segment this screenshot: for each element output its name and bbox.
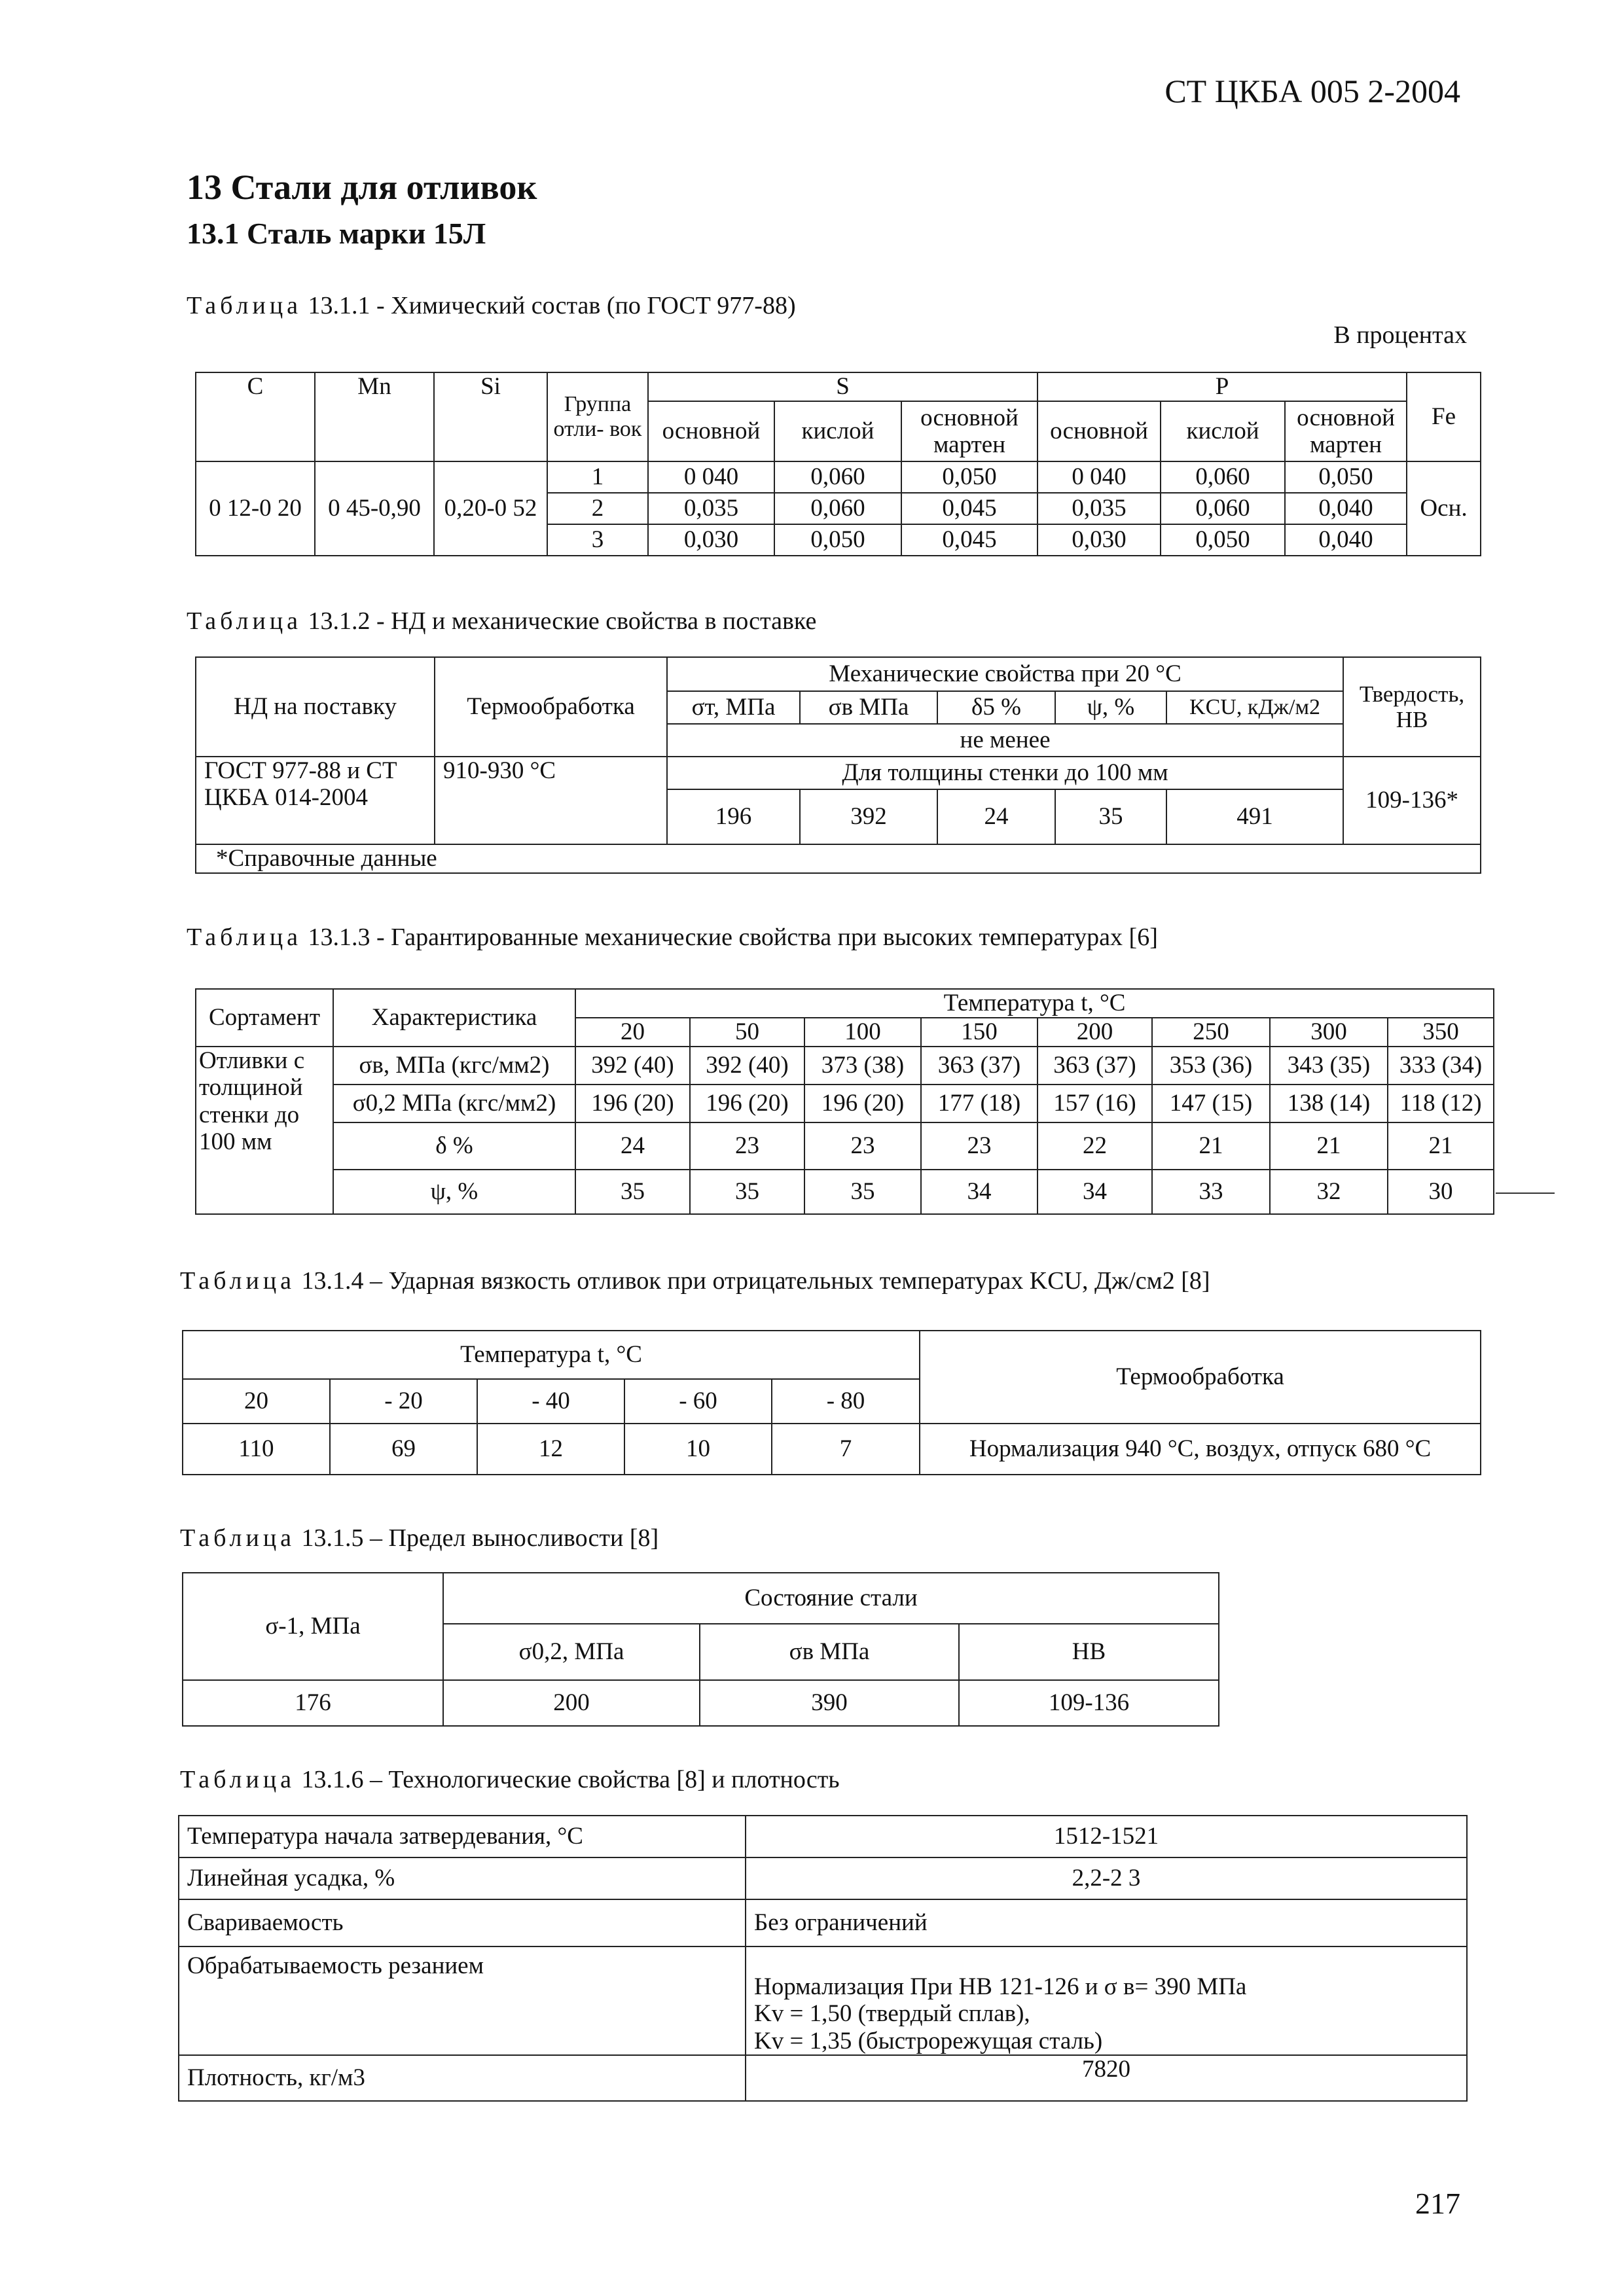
cell: 0,040 xyxy=(1285,524,1407,556)
prop-name: Температура начала затвердевания, °С xyxy=(179,1816,746,1857)
col-kcu: KCU, кДж/м2 xyxy=(1166,691,1343,724)
col-mn: Mn xyxy=(315,372,434,461)
divider xyxy=(1496,1193,1555,1194)
prop-value: 2,2-2 3 xyxy=(746,1857,1467,1899)
col-group: Группа отли- вок xyxy=(547,372,648,461)
page-number: 217 xyxy=(1415,2187,1460,2220)
col-characteristic: Характеристика xyxy=(333,989,575,1047)
cell: 196 (20) xyxy=(575,1085,690,1122)
col-sigma-02: σ0,2, МПа xyxy=(443,1624,700,1680)
table-row xyxy=(179,1857,1467,1899)
cell: 0,050 xyxy=(1285,461,1407,493)
cell-nd: ГОСТ 977-88 и СТ ЦКБА 014-2004 xyxy=(196,757,435,844)
cell: 35 xyxy=(1055,789,1166,844)
row-label: σв, МПа (кгс/мм2) xyxy=(333,1047,575,1085)
col-s-acid: кислой xyxy=(774,401,901,461)
col-temp: - 40 xyxy=(477,1379,624,1424)
cell-c: 0 12-0 20 xyxy=(196,461,315,556)
cell: 110 xyxy=(183,1424,330,1475)
col-hardness: Твердость, НВ xyxy=(1343,657,1481,757)
prop-value: Без ограничений xyxy=(746,1899,1467,1946)
reference-note: *Справочные данные xyxy=(196,844,1481,873)
col-c: С xyxy=(196,372,315,461)
cell: 363 (37) xyxy=(921,1047,1038,1085)
cell: 157 (16) xyxy=(1038,1085,1152,1122)
cell: 0,045 xyxy=(901,524,1038,556)
cell-sort: Отливки с толщиной стенки до 100 мм xyxy=(196,1047,333,1214)
col-temperature: Температура t, °С xyxy=(575,989,1494,1018)
thickness-note: Для толщины стенки до 100 мм xyxy=(667,757,1343,789)
cell: 196 (20) xyxy=(804,1085,921,1122)
table-row xyxy=(183,1424,1481,1475)
cell: 177 (18) xyxy=(921,1085,1038,1122)
row-label: δ % xyxy=(333,1122,575,1170)
col-sort: Сортамент xyxy=(196,989,333,1047)
cell-heat: Нормализация 940 °С, воздух, отпуск 680 °С xyxy=(920,1424,1481,1475)
cell: 0,060 xyxy=(774,461,901,493)
col-si: Si xyxy=(434,372,547,461)
cell: 333 (34) xyxy=(1388,1047,1494,1085)
col-temp: - 20 xyxy=(330,1379,477,1424)
col-s: S xyxy=(648,372,1038,401)
cell: 22 xyxy=(1038,1122,1152,1170)
cell: 3 xyxy=(547,524,648,556)
cell-hardness: 109-136* xyxy=(1343,757,1481,844)
col-sigma-1: σ-1, МПа xyxy=(183,1573,443,1680)
col-delta: δ5 % xyxy=(937,691,1055,724)
cell: 35 xyxy=(804,1170,921,1214)
cell: 0,050 xyxy=(1161,524,1285,556)
col-temp: - 60 xyxy=(624,1379,772,1424)
prop-name: Линейная усадка, % xyxy=(179,1857,746,1899)
col-sigma-t: σт, МПа xyxy=(667,691,800,724)
cell: 69 xyxy=(330,1424,477,1475)
not-less-label: не менее xyxy=(667,724,1343,757)
cell: 24 xyxy=(937,789,1055,844)
cell: 392 (40) xyxy=(575,1047,690,1085)
cell: 147 (15) xyxy=(1152,1085,1270,1122)
table-row xyxy=(179,1899,1467,1946)
cell-fe: Осн. xyxy=(1407,461,1481,556)
table-row xyxy=(179,2055,1467,2101)
col-sigma-b: σв МПа xyxy=(700,1624,959,1680)
table-row xyxy=(196,757,1481,789)
cell: 343 (35) xyxy=(1270,1047,1388,1085)
cell: 392 xyxy=(800,789,937,844)
col-p: P xyxy=(1038,372,1407,401)
table-row xyxy=(183,1680,1219,1726)
table-1-caption: Таблица 13.1.1 - Химический состав (по ГОСТ 977-88) xyxy=(187,292,796,319)
cell: 0,040 xyxy=(1285,493,1407,524)
cell: 10 xyxy=(624,1424,772,1475)
table-row xyxy=(179,1816,1467,1857)
cell: 30 xyxy=(1388,1170,1494,1214)
table-row xyxy=(196,1085,1494,1122)
cell: 23 xyxy=(690,1122,804,1170)
table-row xyxy=(196,1047,1494,1085)
cell: 0,050 xyxy=(774,524,901,556)
cell: 0,030 xyxy=(1038,524,1161,556)
col-hb: НВ xyxy=(959,1624,1219,1680)
cell: 196 xyxy=(667,789,800,844)
table-row xyxy=(196,461,1481,493)
cell: 138 (14) xyxy=(1270,1085,1388,1122)
col-temp: 20 xyxy=(183,1379,330,1424)
cell: 0,050 xyxy=(901,461,1038,493)
row-label: ψ, % xyxy=(333,1170,575,1214)
col-temperature: Температура t, °С xyxy=(183,1331,920,1379)
table-row xyxy=(196,1170,1494,1214)
cell: 0 040 xyxy=(648,461,774,493)
cell: 35 xyxy=(575,1170,690,1214)
col-s-main: основной xyxy=(648,401,774,461)
document-code: СТ ЦКБА 005 2-2004 xyxy=(1164,73,1460,109)
table-5-caption: Таблица 13.1.5 – Предел выносливости [8] xyxy=(180,1524,659,1552)
col-psi: ψ, % xyxy=(1055,691,1166,724)
cell: 176 xyxy=(183,1680,443,1726)
col-temp: 250 xyxy=(1152,1018,1270,1047)
cell: 35 xyxy=(690,1170,804,1214)
cell: 33 xyxy=(1152,1170,1270,1214)
col-temp: 200 xyxy=(1038,1018,1152,1047)
cell-heat: 910-930 °С xyxy=(435,757,667,844)
col-heat-treatment: Термообработка xyxy=(920,1331,1481,1424)
col-p-acid: кислой xyxy=(1161,401,1285,461)
col-nd: НД на поставку xyxy=(196,657,435,757)
cell: 34 xyxy=(921,1170,1038,1214)
cell: 2 xyxy=(547,493,648,524)
row-label: σ0,2 МПа (кгс/мм2) xyxy=(333,1085,575,1122)
table-delivery-properties xyxy=(195,656,1481,874)
col-temp: 150 xyxy=(921,1018,1038,1047)
col-mech-props: Механические свойства при 20 °С xyxy=(667,657,1343,691)
col-p-mart: основной мартен xyxy=(1285,401,1407,461)
cell-si: 0,20-0 52 xyxy=(434,461,547,556)
cell: 392 (40) xyxy=(690,1047,804,1085)
table-4-caption: Таблица 13.1.4 – Ударная вязкость отливок при отрицательных температурах KCU, Дж/см2 [8] xyxy=(180,1267,1210,1295)
cell: 0,060 xyxy=(1161,461,1285,493)
col-temp: 50 xyxy=(690,1018,804,1047)
col-temp: 350 xyxy=(1388,1018,1494,1047)
col-temp: 300 xyxy=(1270,1018,1388,1047)
cell: 363 (37) xyxy=(1038,1047,1152,1085)
cell: 23 xyxy=(804,1122,921,1170)
machinability-line: Нормализация При НВ 121-126 и σ в= 390 МПа xyxy=(754,1973,1247,2000)
cell: 0,045 xyxy=(901,493,1038,524)
cell: 491 xyxy=(1166,789,1343,844)
table-technological-properties xyxy=(178,1815,1468,2102)
cell: 0 040 xyxy=(1038,461,1161,493)
table-chemical-composition xyxy=(195,372,1481,556)
table-3-caption: Таблица 13.1.3 - Гарантированные механические свойства при высоких температурах [6] xyxy=(187,924,1158,951)
table-2-caption: Таблица 13.1.2 - НД и механические свойства в поставке xyxy=(187,607,817,635)
cell: 0,035 xyxy=(648,493,774,524)
col-steel-state: Состояние стали xyxy=(443,1573,1219,1624)
cell: 21 xyxy=(1388,1122,1494,1170)
section-title: 13 Стали для отливок xyxy=(187,168,537,207)
cell: 373 (38) xyxy=(804,1047,921,1085)
cell: 1 xyxy=(547,461,648,493)
cell: 196 (20) xyxy=(690,1085,804,1122)
col-heat-treatment: Термообработка xyxy=(435,657,667,757)
cell: 12 xyxy=(477,1424,624,1475)
prop-name: Свариваемость xyxy=(179,1899,746,1946)
cell: 109-136 xyxy=(959,1680,1219,1726)
cell: 200 xyxy=(443,1680,700,1726)
col-fe: Fe xyxy=(1407,372,1481,461)
cell: 0,030 xyxy=(648,524,774,556)
col-temp: - 80 xyxy=(772,1379,920,1424)
col-p-main: основной xyxy=(1038,401,1161,461)
prop-value: 7820 xyxy=(746,2055,1467,2101)
table-1-units: В процентах xyxy=(1333,321,1467,349)
col-temp: 20 xyxy=(575,1018,690,1047)
prop-value: 1512-1521 xyxy=(746,1816,1467,1857)
table-6-caption: Таблица 13.1.6 – Технологические свойства [8] и плотность xyxy=(180,1766,840,1793)
prop-name: Обрабатываемость резанием xyxy=(179,1946,746,2055)
cell: 21 xyxy=(1270,1122,1388,1170)
cell: 353 (36) xyxy=(1152,1047,1270,1085)
col-sigma-b: σв МПа xyxy=(800,691,937,724)
table-row xyxy=(179,1946,1467,2055)
col-temp: 100 xyxy=(804,1018,921,1047)
cell: 0,035 xyxy=(1038,493,1161,524)
cell: 32 xyxy=(1270,1170,1388,1214)
table-endurance-limit xyxy=(182,1572,1219,1727)
col-s-mart: основной мартен xyxy=(901,401,1038,461)
prop-value xyxy=(746,1946,1467,2055)
section-subtitle: 13.1 Сталь марки 15Л xyxy=(187,217,486,250)
cell: 7 xyxy=(772,1424,920,1475)
machinability-line: Kv = 1,50 (твердый сплав), xyxy=(754,2000,1030,2028)
cell: 118 (12) xyxy=(1388,1085,1494,1122)
cell: 0,060 xyxy=(774,493,901,524)
cell: 34 xyxy=(1038,1170,1152,1214)
table-impact-strength xyxy=(182,1330,1481,1475)
table-row xyxy=(196,1122,1494,1170)
cell-mn: 0 45-0,90 xyxy=(315,461,434,556)
table-high-temp-properties xyxy=(195,988,1494,1215)
cell: 24 xyxy=(575,1122,690,1170)
machinability-line: Kv = 1,35 (быстрорежущая сталь) xyxy=(754,2027,1103,2054)
cell: 23 xyxy=(921,1122,1038,1170)
prop-name: Плотность, кг/м3 xyxy=(179,2055,746,2101)
cell: 0,060 xyxy=(1161,493,1285,524)
cell: 21 xyxy=(1152,1122,1270,1170)
cell: 390 xyxy=(700,1680,959,1726)
